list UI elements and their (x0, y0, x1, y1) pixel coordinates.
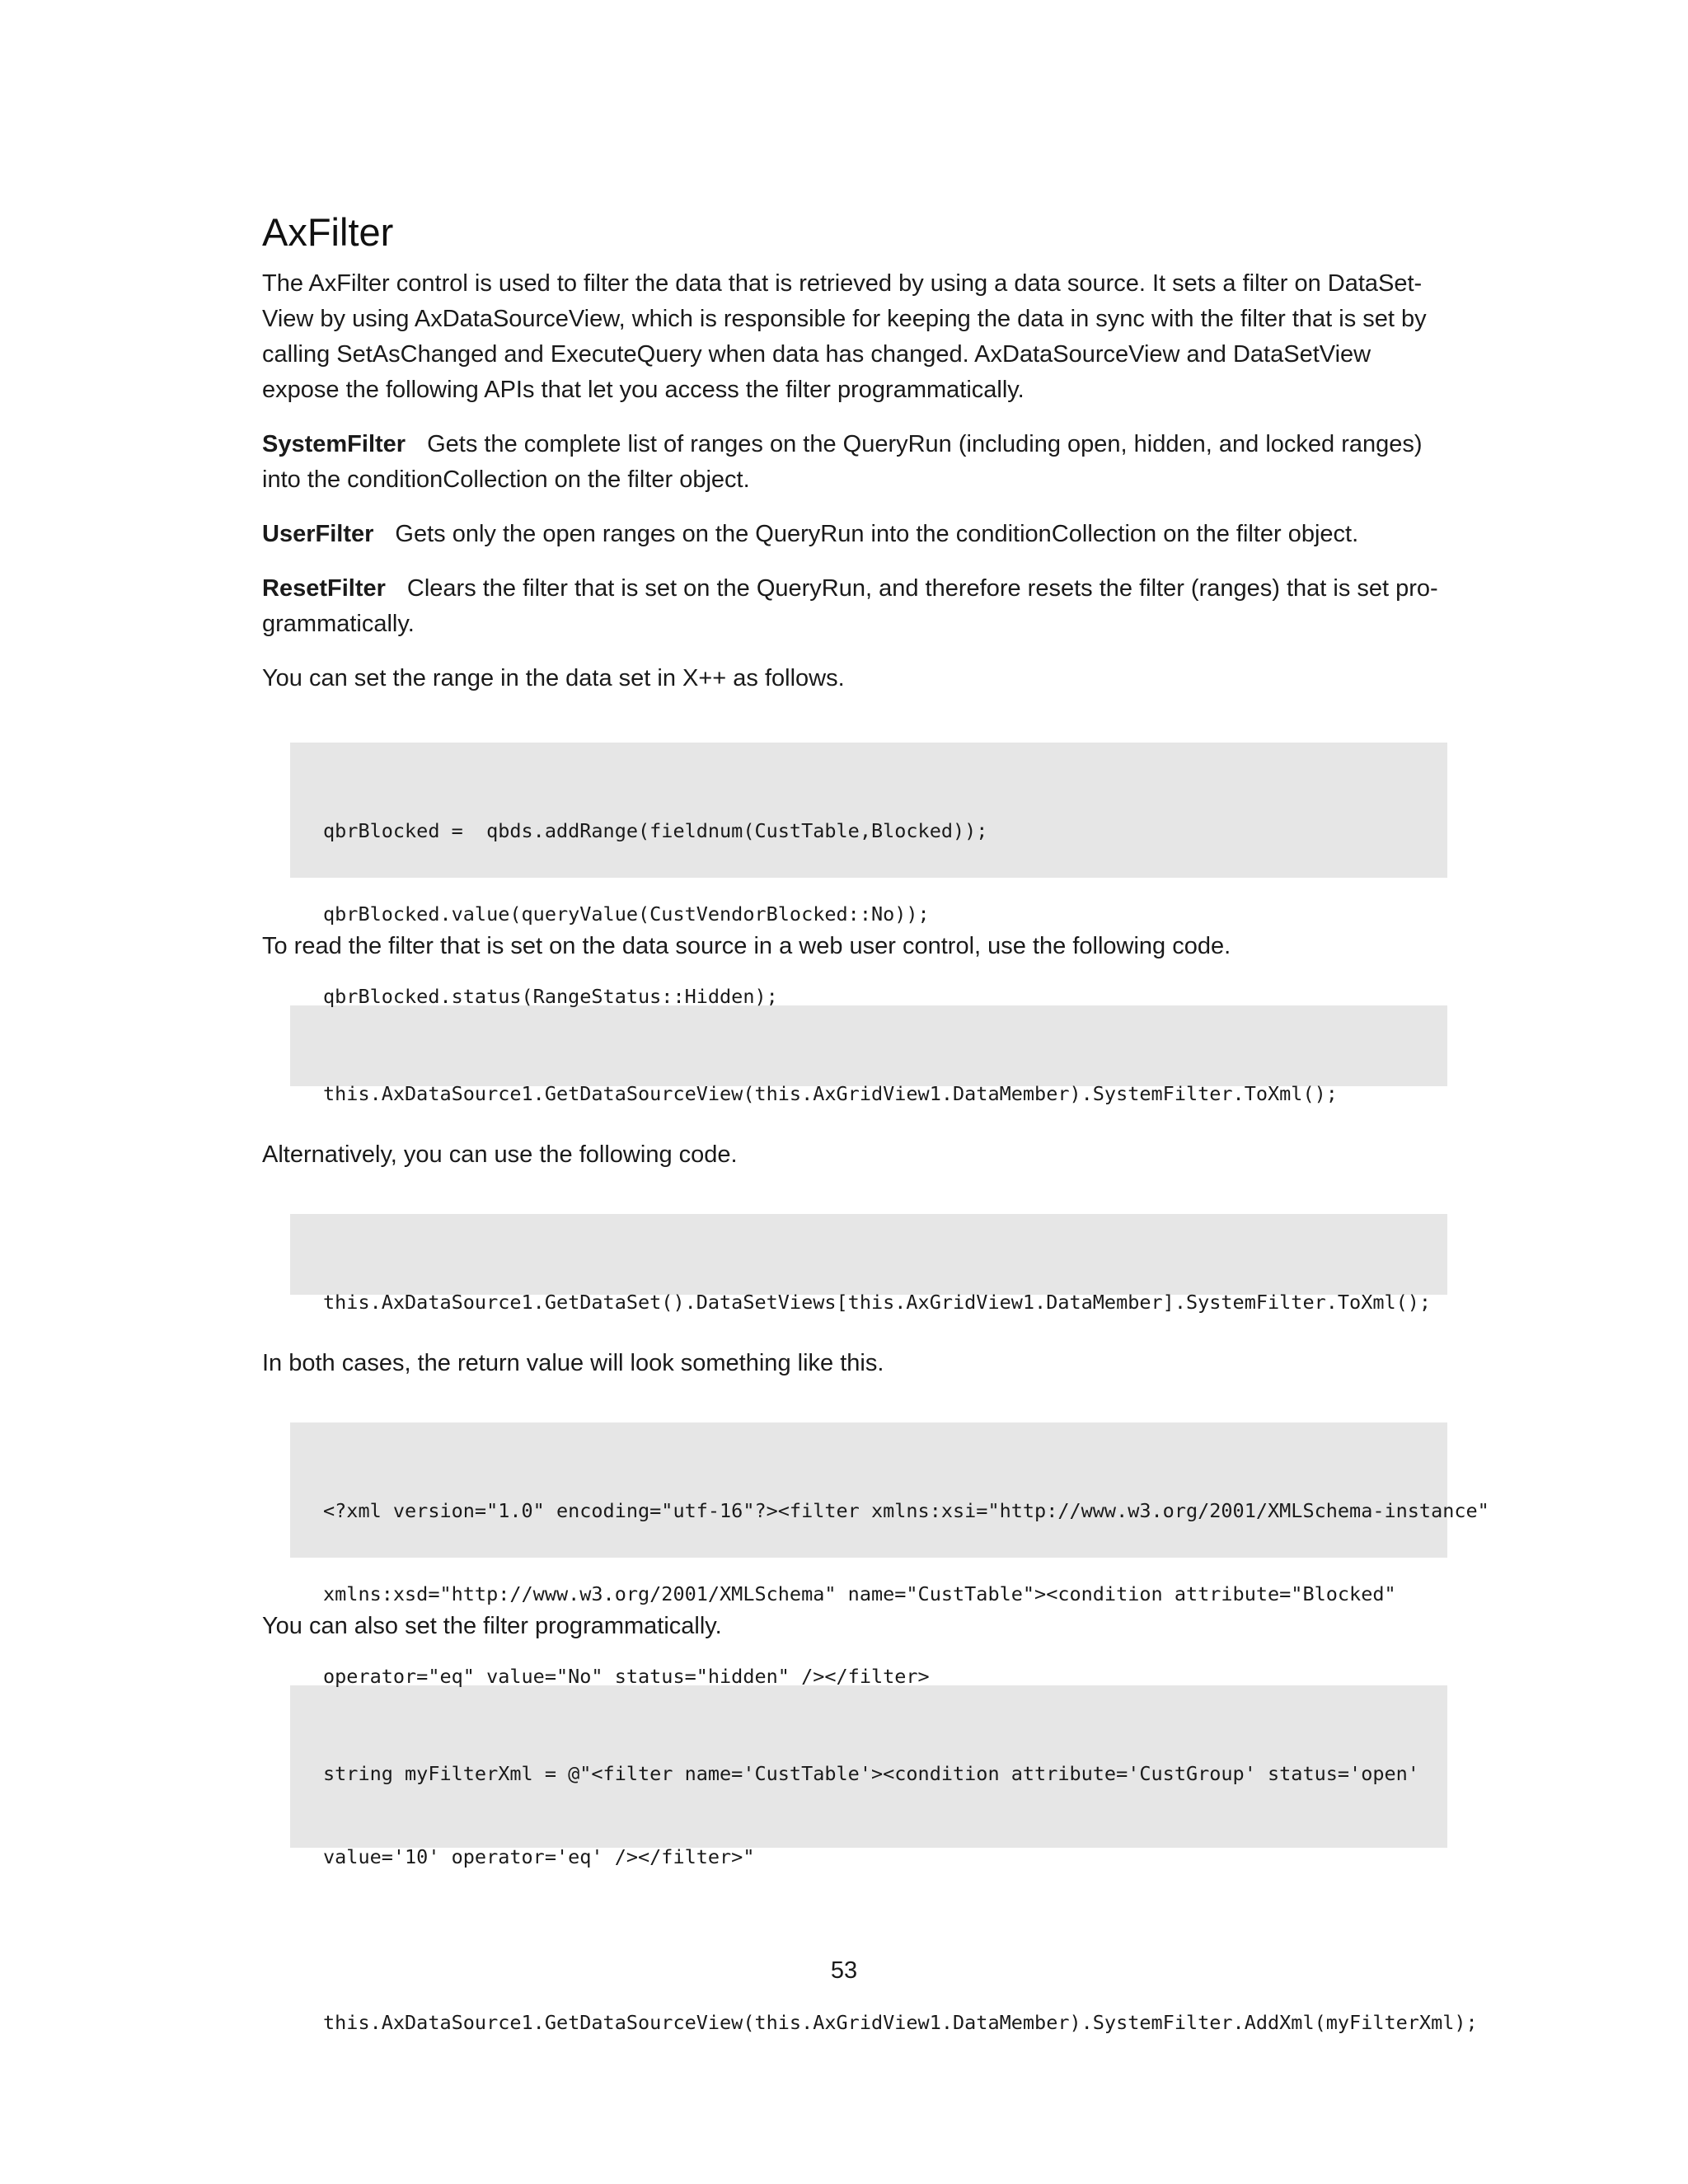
read-filter-paragraph: To read the filter that is set on the data source in a web user control, use the following code. (262, 933, 1231, 960)
return-value-paragraph: In both cases, the return value will look something like this. (262, 1350, 884, 1377)
code-block-alternative (290, 1214, 1447, 1315)
code-line (323, 1926, 1447, 1954)
code-line: string myFilterXml = @"<filter name='CustTable'><condition attribute='CustGroup' status='open' (323, 1762, 1419, 1786)
code-line: qbrBlocked.status(RangeStatus::Hidden); (323, 985, 778, 1009)
api-term: ResetFilter (262, 575, 386, 602)
section-heading: AxFilter (262, 210, 394, 254)
alternative-paragraph: Alternatively, you can use the following code. (262, 1141, 738, 1169)
api-term: SystemFilter (262, 431, 406, 458)
code-line: operator="eq" value="No" status="hidden" /></filter> (323, 1665, 930, 1689)
api-description: Gets the complete list of ranges on the QueryRun (including open, hidden, and locked ranges) into the conditionCollection on the filter object. (262, 431, 1423, 494)
code-line: this.AxDataSource1.GetDataSourceView(this.AxGridView1.DataMember).SystemFilter.ToXml(); (323, 1082, 1338, 1106)
api-description: Gets only the open ranges on the QueryRun into the conditionCollection on the filter object. (395, 521, 1359, 548)
code-line: this.AxDataSource1.GetDataSet().DataSetViews[this.AxGridView1.DataMember].SystemFilter.ToXml(); (323, 1291, 1432, 1315)
code-line: value='10' operator='eq' /></filter>" (323, 1844, 755, 1868)
api-term: UserFilter (262, 521, 374, 548)
code-line: qbrBlocked.value(queryValue(CustVendorBlocked::No)); (323, 902, 930, 926)
code-line: xmlns:xsd="http://www.w3.org/2001/XMLSchema" name="CustTable"><condition attribute="Blocked" (323, 1582, 1396, 1605)
code-line: <?xml version="1.0" encoding="utf-16"?><filter xmlns:xsi="http://www.w3.org/2001/XMLSchema-instance" (323, 1499, 1489, 1523)
page-number: 53 (830, 1957, 858, 1984)
code-line: qbrBlocked = qbds.addRange(fieldnum(CustTable,Blocked)); (323, 819, 988, 843)
api-reset-filter (262, 571, 1449, 642)
set-filter-paragraph: You can also set the filter programmatically. (262, 1613, 722, 1640)
intro-paragraph: The AxFilter control is used to filter the data that is retrieved by using a data source. It sets a filter on DataSet-View by using AxDataSourceView, which is responsible for keeping the data in sync with the filter that is set by calling SetAsChanged and ExecuteQuery when data has changed. AxDataSourceView and DataSetView expose the following APIs that let you access the filter programmatically. (262, 270, 1427, 404)
code-block-read-filter (290, 1005, 1447, 1106)
api-user-filter (262, 517, 1449, 552)
api-system-filter (262, 427, 1449, 498)
api-description: Clears the filter that is set on the QueryRun, and therefore resets the filter (ranges) that is set pro-grammatically. (262, 575, 1438, 638)
range-paragraph: You can set the range in the data set in X++ as follows. (262, 665, 845, 692)
code-line: this.AxDataSource1.GetDataSourceView(this.AxGridView1.DataMember).SystemFilter.AddXml(myFilterXml); (323, 2010, 1478, 2034)
